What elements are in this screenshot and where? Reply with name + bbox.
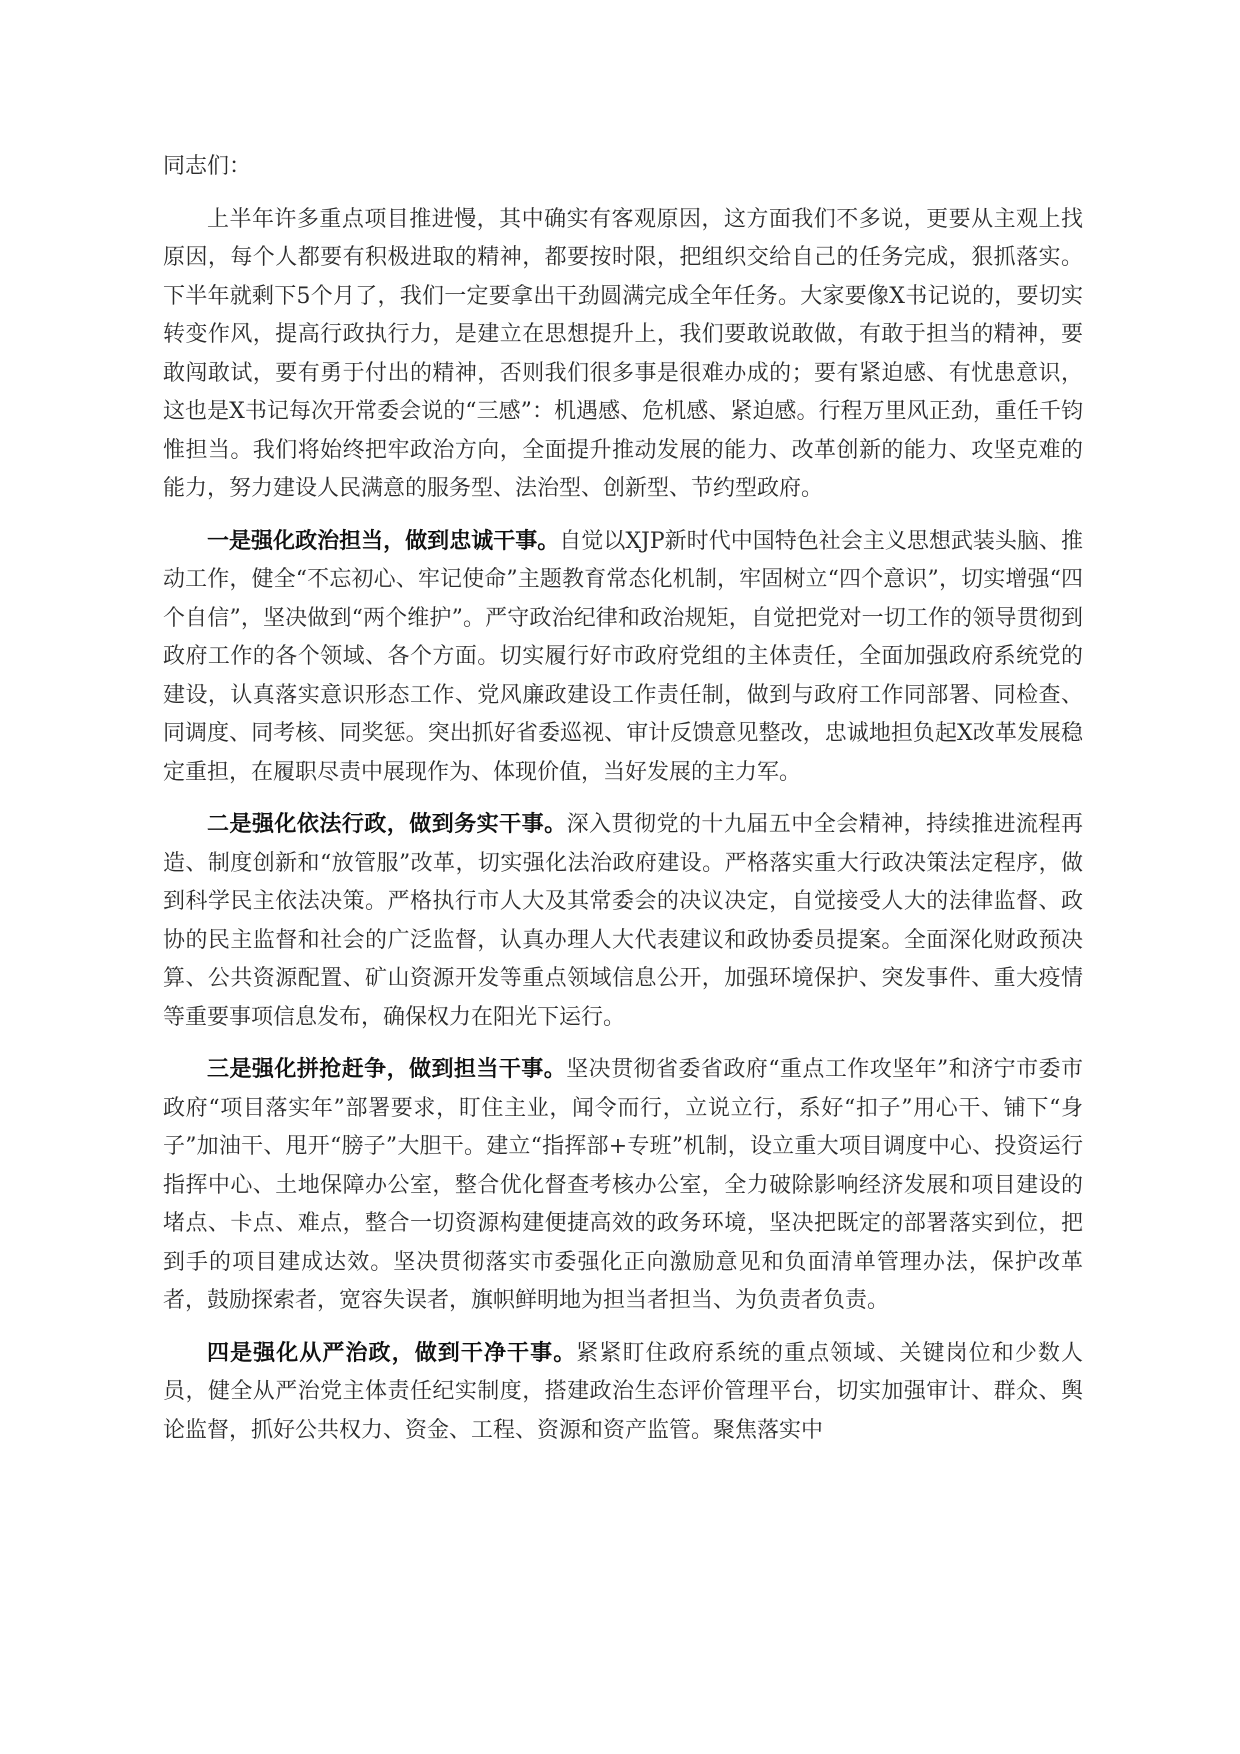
- section-3-paragraph: [163, 1050, 1083, 1321]
- document-body: [163, 148, 1083, 1463]
- section-2-body: 深入贯彻党的十九届五中全会精神，持续推进流程再造、制度创新和“放管服”改革，切实强化法治政府建设。严格落实重大行政决策法定程序，做到科学民主依法决策。严格执行市人大及其常委会的决议决定，自觉接受人大的法律监督、政协的民主监督和社会的广泛监督，认真办理人大代表建议和政协委员提案。全面深化财政预决算、公共资源配置、矿山资源开发等重点领域信息公开，加强环境保护、突发事件、重大疫情等重要事项信息发布，确保权力在阳光下运行。: [163, 812, 1083, 1030]
- section-3-lead: 三是强化拼抢赶争，做到担当干事。: [207, 1056, 567, 1082]
- section-3-body: 坚决贯彻省委省政府“重点工作攻坚年”和济宁市委市政府“项目落实年”部署要求，盯住主业，闻令而行，立说立行，系好“扣子”用心干、铺下“身子”加油干、甩开“膀子”大胆干。建立“指挥部+专班”机制，设立重大项目调度中心、投资运行指挥中心、土地保障办公室，整合优化督查考核办公室，全力破除影响经济发展和项目建设的堵点、卡点、难点，整合一切资源构建便捷高效的政务环境，坚决把既定的部署落实到位，把到手的项目建成达效。坚决贯彻落实市委强化正向激励意见和负面清单管理办法，保护改革者，鼓励探索者，宽容失误者，旗帜鲜明地为担当者担当、为负责者负责。: [163, 1057, 1083, 1313]
- section-1-lead: 一是强化政治担当，做到忠诚干事。: [207, 527, 560, 554]
- section-4-paragraph: [163, 1334, 1083, 1451]
- section-4-lead: 四是强化从严治政，做到干净干事。: [207, 1339, 577, 1366]
- section-2-lead: 二是强化依法行政，做到务实干事。: [207, 811, 567, 837]
- salutation: 同志们：: [163, 154, 252, 179]
- section-1-body: 自觉以XJP新时代中国特色社会主义思想武装头脑、推动工作，健全“不忘初心、牢记使命”主题教育常态化机制，牢固树立“四个意识”，切实增强“四个自信”，坚决做到“两个维护”。严守政治纪律和政治规矩，自觉把党对一切工作的领导贯彻到政府工作的各个领域、各个方面。切实履行好市政府党组的主体责任，全面加强政府系统党的建设，认真落实意识形态工作、党风廉政建设工作责任制，做到与政府工作同部署、同检查、同调度、同考核、同奖惩。突出抓好省委巡视、审计反馈意见整改，忠诚地担负起X改革发展稳定重担，在履职尽责中展现作为、体现价值，当好发展的主力军。: [163, 528, 1083, 785]
- section-1-paragraph: [163, 522, 1083, 793]
- section-4-body: 紧紧盯住政府系统的重点领域、关键岗位和少数人员，健全从严治党主体责任纪实制度，搭建政治生态评价管理平台，切实加强审计、群众、舆论监督，抓好公共权力、资金、工程、资源和资产监管。聚焦落实中: [163, 1340, 1083, 1443]
- section-2-paragraph: [163, 805, 1083, 1037]
- intro-paragraph: 上半年许多重点项目推进慢，其中确实有客观原因，这方面我们不多说，更要从主观上找原因，每个人都要有积极进取的精神，都要按时限，把组织交给自己的任务完成，狠抓落实。下半年就剩下5个月了，我们一定要拿出干劲圆满完成全年任务。大家要像X书记说的，要切实转变作风，提高行政执行力，是建立在思想提升上，我们要敢说敢做，有敢于担当的精神，要敢闯敢试，要有勇于付出的精神，否则我们很多事是很难办成的；要有紧迫感、有忧患意识，这也是X书记每次开常委会说的“三感”：机遇感、危机感、紧迫感。行程万里风正劲，重任千钧惟担当。我们将始终把牢政治方向，全面提升推动发展的能力、改革创新的能力、攻坚克难的能力，努力建设人民满意的服务型、法治型、创新型、节约型政府。: [163, 206, 1083, 501]
